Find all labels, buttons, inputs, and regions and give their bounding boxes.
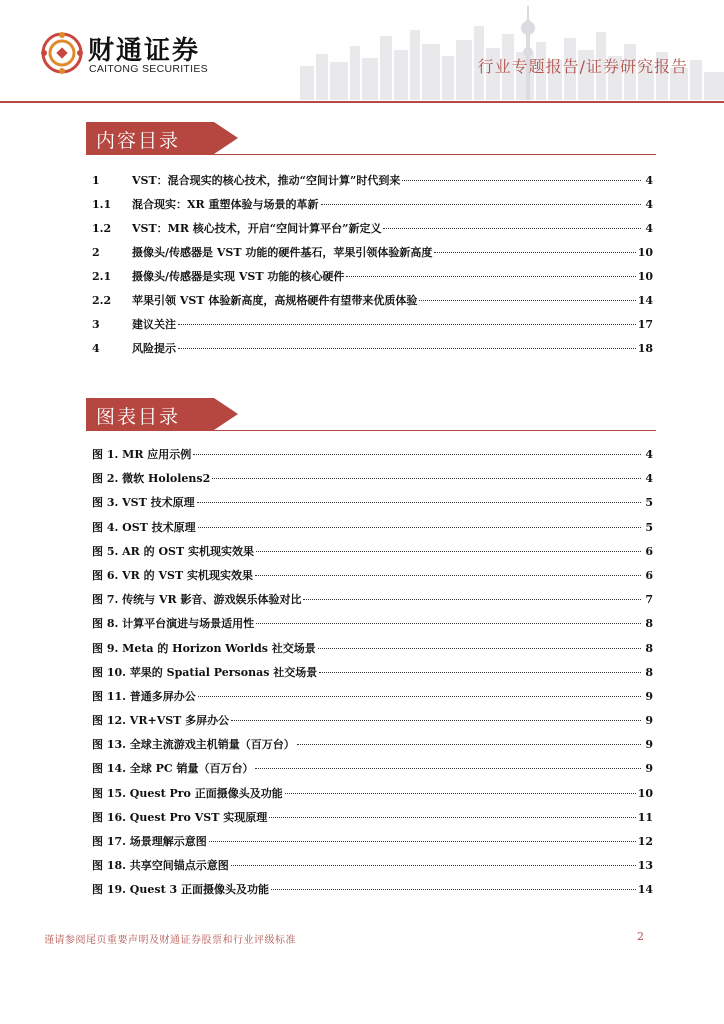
figure-entry-page: 9	[645, 738, 653, 752]
figure-entry-title: 图 19. Quest 3 正面摄像头及功能	[92, 883, 269, 897]
figure-entry[interactable]	[92, 516, 653, 540]
toc-entry-page: 18	[637, 342, 653, 355]
figure-entry[interactable]	[92, 757, 653, 781]
figures-list	[92, 443, 653, 903]
figure-entry-title: 图 13. 全球主流游戏主机销量（百万台）	[92, 738, 295, 752]
toc-entry-number: 1.2	[92, 222, 112, 235]
figure-entry-title: 图 16. Quest Pro VST 实现原理	[92, 810, 268, 824]
figure-entry-page: 7	[645, 593, 653, 607]
toc-entry-page: 4	[645, 222, 653, 235]
toc-entry-number: 1	[92, 174, 100, 187]
figure-entry-page: 11	[637, 810, 653, 824]
figure-entry[interactable]	[92, 806, 653, 830]
figure-entry[interactable]	[92, 661, 653, 685]
toc-entry-title: VST：MR 核心技术，开启“空间计算平台”新定义	[132, 222, 382, 235]
figure-entry-title: 图 2. 微软 Hololens2	[92, 472, 211, 486]
toc-entry-title: 混合现实：XR 重塑体验与场景的革新	[132, 198, 319, 211]
figure-entry[interactable]	[92, 709, 653, 733]
figure-entry[interactable]	[92, 830, 653, 854]
toc-entry-title: VST：混合现实的核心技术，推动“空间计算”时代到来	[132, 174, 401, 187]
figure-entry[interactable]	[92, 612, 653, 636]
toc-entry-number: 2	[92, 246, 100, 259]
toc-entry[interactable]	[92, 169, 653, 193]
figure-entry[interactable]	[92, 854, 653, 878]
toc-entry[interactable]	[92, 313, 653, 337]
figure-entry-page: 5	[645, 496, 653, 510]
toc-entry-page: 10	[637, 246, 653, 259]
toc-entry-page: 10	[637, 270, 653, 283]
figure-entry[interactable]	[92, 588, 653, 612]
figure-entry-title: 图 3. VST 技术原理	[92, 496, 195, 510]
page-number: 2	[637, 930, 644, 943]
figure-entry-title: 图 14. 全球 PC 销量（百万台）	[92, 762, 254, 776]
figure-entry-page: 9	[645, 714, 653, 728]
logo-text-cn: 财通证券	[88, 36, 201, 66]
figure-entry-page: 10	[637, 786, 653, 800]
figure-entry-page: 8	[645, 665, 653, 679]
figure-entry[interactable]	[92, 878, 653, 902]
figure-entry-title: 图 12. VR+VST 多屏办公	[92, 714, 230, 728]
footer-disclaimer: 谨请参阅尾页重要声明及财通证券股票和行业评级标准	[44, 935, 296, 946]
toc-entry-title: 摄像头/传感器是实现 VST 功能的核心硬件	[132, 270, 345, 283]
toc-entry-number: 2.1	[92, 270, 112, 283]
toc-entry-title: 摄像头/传感器是 VST 功能的硬件基石，苹果引领体验新高度	[132, 246, 433, 259]
figure-entry[interactable]	[92, 491, 653, 515]
figure-entry[interactable]	[92, 443, 653, 467]
figure-entry[interactable]	[92, 733, 653, 757]
figure-entry[interactable]	[92, 564, 653, 588]
figure-entry-title: 图 8. 计算平台演进与场景适用性	[92, 617, 255, 631]
toc-entry-number: 1.1	[92, 198, 112, 211]
toc-entry[interactable]	[92, 289, 653, 313]
toc-entry-page: 17	[637, 318, 653, 331]
figure-entry[interactable]	[92, 782, 653, 806]
toc-entry-title: 苹果引领 VST 体验新高度，高规格硬件有望带来优质体验	[132, 294, 418, 307]
figure-entry-page: 6	[645, 544, 653, 558]
header-divider	[0, 101, 724, 103]
toc-heading: 内容目录	[96, 130, 181, 152]
figures-heading: 图表目录	[96, 406, 181, 428]
toc-entry-number: 2.2	[92, 294, 112, 307]
toc-entry[interactable]	[92, 241, 653, 265]
figure-entry-page: 9	[645, 689, 653, 703]
toc-entry-number: 4	[92, 342, 100, 355]
toc-entry-page: 4	[645, 198, 653, 211]
figure-entry-page: 6	[645, 568, 653, 582]
figure-entry[interactable]	[92, 467, 653, 491]
toc-entry[interactable]	[92, 265, 653, 289]
figure-entry-page: 13	[637, 859, 653, 873]
figures-section-title	[86, 398, 656, 434]
figure-entry-page: 5	[645, 520, 653, 534]
figure-entry-page: 4	[645, 472, 653, 486]
toc-entry[interactable]	[92, 217, 653, 241]
figure-entry-title: 图 1. MR 应用示例	[92, 448, 192, 461]
toc-list	[92, 169, 653, 361]
figure-entry-page: 14	[637, 883, 653, 897]
figure-entry-title: 图 6. VR 的 VST 实机现实效果	[92, 568, 253, 582]
logo-text-en: CAITONG SECURITIES	[89, 63, 208, 75]
toc-entry-page: 14	[637, 294, 653, 307]
toc-entry-title: 风险提示	[132, 342, 176, 355]
figure-entry-page: 8	[645, 641, 653, 655]
figure-entry[interactable]	[92, 685, 653, 709]
city-skyline-graphic	[300, 6, 724, 100]
toc-entry[interactable]	[92, 193, 653, 217]
toc-section-title	[86, 122, 656, 158]
figure-entry-title: 图 10. 苹果的 Spatial Personas 社交场景	[92, 665, 318, 679]
toc-entry-page: 4	[645, 174, 653, 187]
toc-entry[interactable]	[92, 337, 653, 361]
figure-entry-page: 4	[645, 448, 653, 461]
page-header	[0, 0, 724, 104]
figure-entry-title: 图 4. OST 技术原理	[92, 520, 196, 534]
figure-entry-page: 9	[645, 762, 653, 776]
figure-entry-title: 图 11. 普通多屏办公	[92, 689, 196, 703]
toc-entry-number: 3	[92, 318, 100, 331]
figure-entry[interactable]	[92, 637, 653, 661]
toc-entry-title: 建议关注	[132, 318, 176, 331]
figure-entry-title: 图 18. 共享空间锚点示意图	[92, 859, 229, 873]
figure-entry-page: 12	[637, 835, 653, 848]
figure-entry-title: 图 15. Quest Pro 正面摄像头及功能	[92, 786, 283, 800]
figure-entry[interactable]	[92, 540, 653, 564]
report-type-label: 行业专题报告/证券研究报告	[477, 57, 688, 76]
figure-entry-page: 8	[645, 617, 653, 631]
figure-entry-title: 图 7. 传统与 VR 影音、游戏娱乐体验对比	[92, 593, 302, 607]
caitong-logo-icon	[41, 32, 83, 74]
figure-entry-title: 图 5. AR 的 OST 实机现实效果	[92, 544, 255, 558]
figure-entry-title: 图 17. 场景理解示意图	[92, 835, 207, 848]
figure-entry-title: 图 9. Meta 的 Horizon Worlds 社交场景	[92, 641, 316, 655]
